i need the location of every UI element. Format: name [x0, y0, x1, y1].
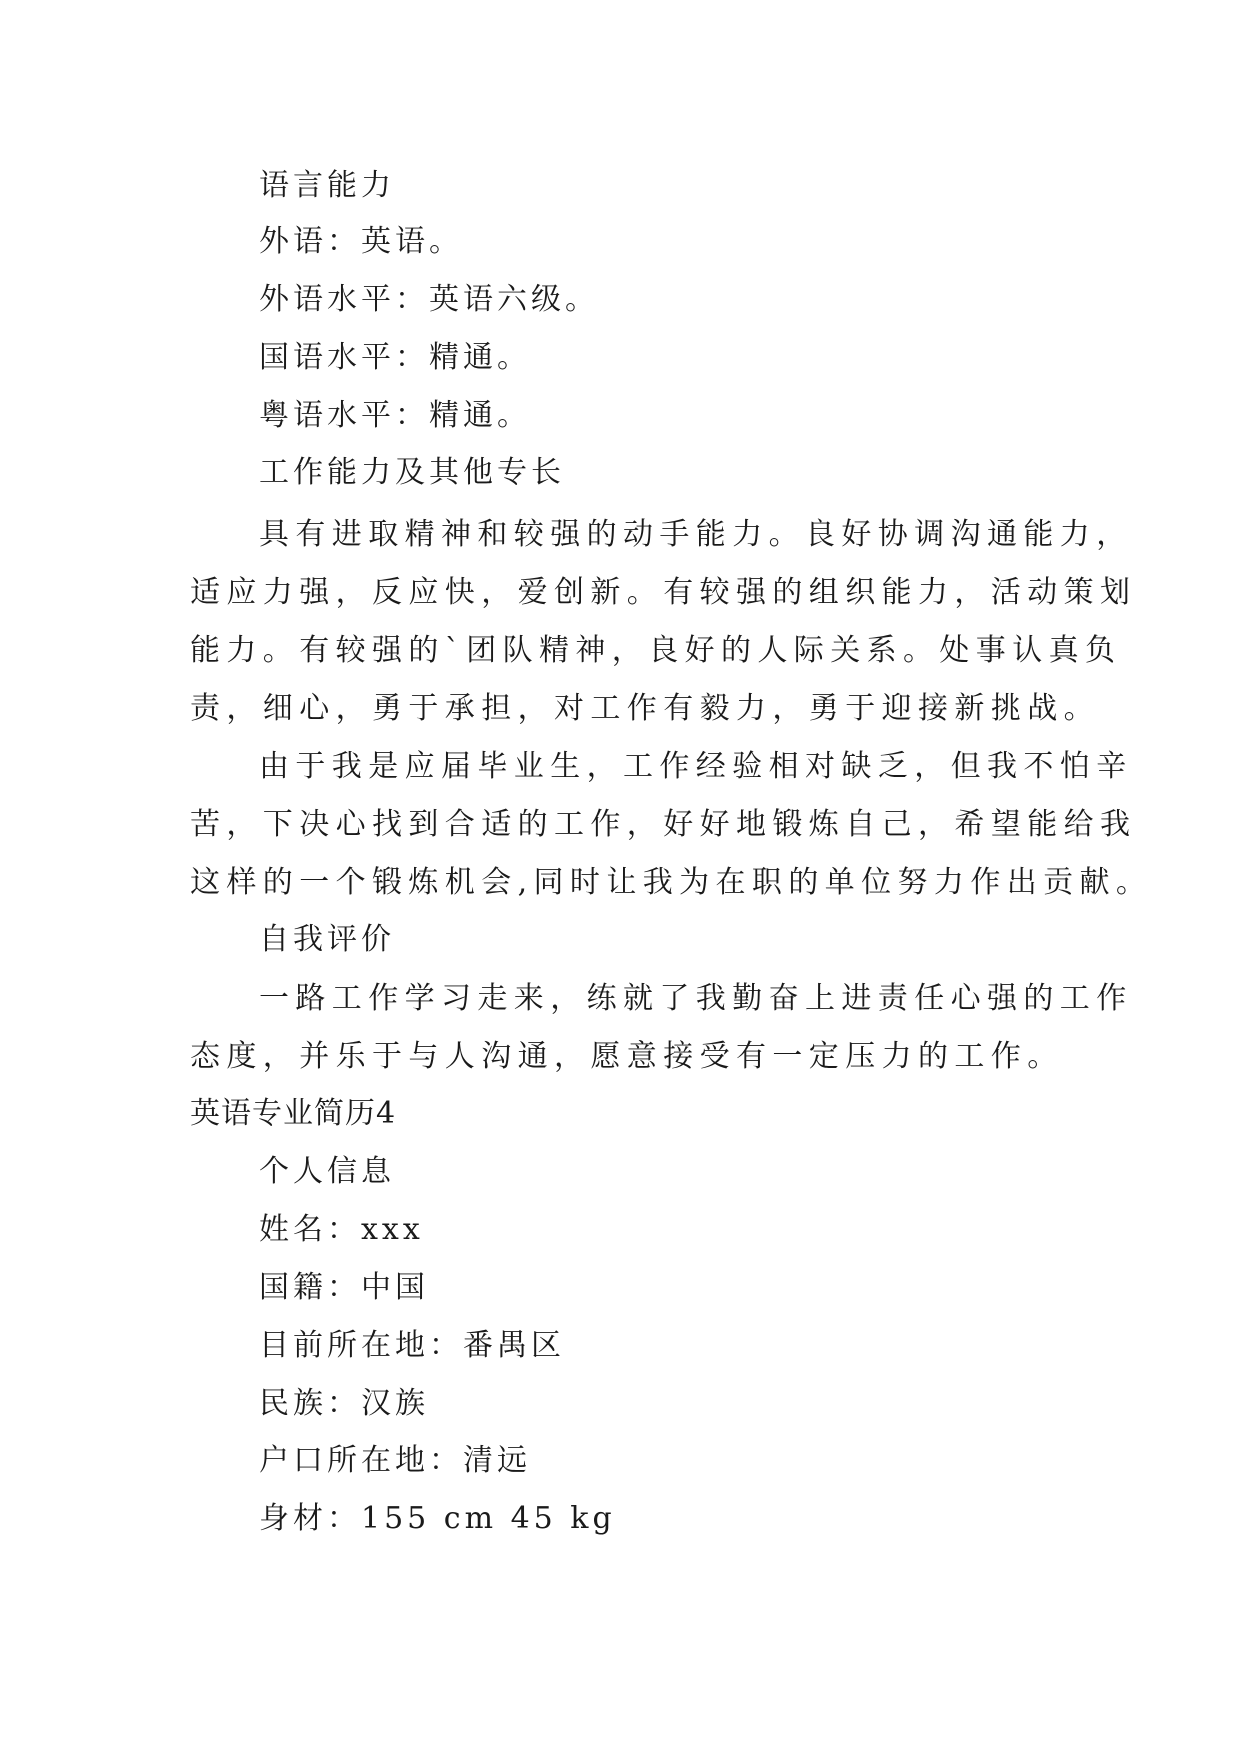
nationality-line: 国籍：中国 — [259, 1270, 429, 1305]
body-line: 身材：155 cm 45 kg — [259, 1501, 616, 1536]
location-line: 目前所在地：番禺区 — [259, 1328, 565, 1363]
skills-heading: 工作能力及其他专长 — [259, 455, 565, 490]
ethnicity-line: 民族：汉族 — [259, 1386, 429, 1421]
skills-paragraph2-line: 苦，下决心找到合适的工作，好好地锻炼自己，希望能给我 — [190, 807, 1137, 842]
foreign-language-line: 外语：英语。 — [259, 224, 463, 259]
skills-paragraph1-line: 责，细心，勇于承担，对工作有毅力，勇于迎接新挑战。 — [190, 691, 1100, 726]
resume-title: 英语专业简历4 — [190, 1096, 397, 1131]
mandarin-level-line: 国语水平：精通。 — [259, 340, 531, 375]
skills-paragraph1-line: 适应力强，反应快，爱创新。有较强的组织能力，活动策划 — [190, 575, 1137, 610]
name-line: 姓名：xxx — [259, 1212, 424, 1247]
cantonese-level-line: 粤语水平：精通。 — [259, 398, 531, 433]
self-eval-paragraph-line: 一路工作学习走来，练就了我勤奋上进责任心强的工作 — [259, 981, 1133, 1016]
personal-info-heading: 个人信息 — [259, 1154, 395, 1189]
foreign-level-line: 外语水平：英语六级。 — [259, 282, 599, 317]
self-eval-heading: 自我评价 — [259, 922, 395, 957]
language-heading: 语言能力 — [259, 168, 395, 203]
skills-paragraph2-line: 这样的一个锻炼机会,同时让我为在职的单位努力作出贡献。 — [190, 865, 1153, 900]
skills-paragraph1-line: 具有进取精神和较强的动手能力。良好协调沟通能力， — [259, 517, 1133, 552]
hukou-line: 户口所在地：清远 — [259, 1443, 531, 1478]
skills-paragraph1-line: 能力。有较强的`团队精神，良好的人际关系。处事认真负 — [190, 633, 1122, 668]
self-eval-paragraph-line: 态度，并乐于与人沟通，愿意接受有一定压力的工作。 — [190, 1039, 1064, 1074]
skills-paragraph2-line: 由于我是应届毕业生，工作经验相对缺乏，但我不怕辛 — [259, 749, 1133, 784]
